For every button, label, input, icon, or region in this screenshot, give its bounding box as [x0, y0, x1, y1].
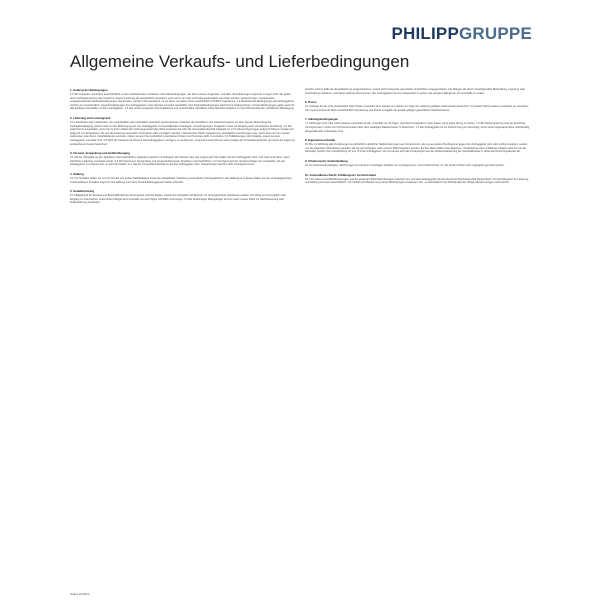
section-body: 9.1 An Kostenvoranschlägen, Zeichnungen und anderen Unterlagen behalten wir uns Eigentums- und Urheberrechte vor. Sie dürfen Dritten nicht zugänglich gemacht werden. — [305, 163, 505, 167]
section-title: 2. Lieferung und Leistungszeit — [70, 115, 111, 120]
section-title: 5. Gewährleistung — [70, 189, 95, 194]
section — [305, 117, 530, 133]
section — [305, 138, 530, 154]
section-title: 1. Geltung der Bedingungen — [70, 88, 108, 92]
section-title: 10. Anwendbares Recht, Erfüllungsort, Gerichtsstand — [305, 172, 376, 177]
logo-part-1: PHILIPP — [391, 24, 459, 43]
section-title: 4. Haftung — [70, 171, 84, 176]
section-body: sprüche sind im Falle der Ersatzlieferung ausgeschlossen, soweit nicht zwingende gesetzliche Vorschriften entgegenstehen. Für Mängel, die durch unsachgemäße Behandlung, Lagerung oder Verarbeitung entstehen, wird keine Haftung übernommen. Der Auftraggeber hat uns Gelegenheit zu geben, die gerügten Mängel an Ort und Stelle zu prüfen. — [305, 88, 526, 95]
section — [305, 88, 530, 95]
section-title: 6. Preise — [305, 100, 317, 105]
left-column — [70, 88, 295, 608]
section-body: 6.1 Auftrage für die nicht ausdrücklich feste Preise vereinbart sind, werden zu unseren am Tage der Lieferung gültigen Listenpreisen berechnet. 6.2 Soweit nichts anderes vereinbart ist, verstehen sich unsere Preise ab Werk ausschließlich Verpackung und Fracht zuzüglich der jeweils gültigen gesetzlichen Mehrwertsteuer. — [305, 105, 529, 112]
section — [305, 173, 530, 185]
section — [70, 151, 295, 167]
document-stand: Stand 10/2014 — [70, 592, 90, 596]
section-body: 5.1 Maßgebend für Zustand und Beschaffenheit der Erzeugnisse sind die Muster, welche dem Besteller auf Wunsch vor Vertragsschluss überlassen werden. Die Ware ist unverzüglich nach Eingang zu untersuchen. Erkennbare Mängel sind innerhalb von acht Tagen schriftlich anzuzeigen. 5.2 Bei berechtigten Mängelrügen sind wir nach unserer Wahl zur Nachbesserung oder Ersatzlieferung berechtigt. — [70, 194, 287, 205]
section-body: 10.1 Für diese Geschäftsbedingungen und die gesamten Rechtsbeziehungen zwischen uns und dem Auftraggeber gilt das Recht der Bundesrepublik Deutschland. 10.2 Erfüllungsort für Lieferung und Zahlung ist unser Geschäftssitz. 10.3 Sollte eine Bestimmung dieser Bedingungen unwirksam sein, so wird dadurch die Wirksamkeit der übrigen Bestimmungen nicht berührt. — [305, 177, 529, 185]
section — [70, 88, 295, 111]
section — [305, 159, 530, 168]
section-body: 1.1 Wir verkaufen und liefern ausschließlich zu den nachstehenden Verkaufs- und Lieferbedingungen, die über unseren Angeboten und allen Vereinbarungen zugrunde zu legen sind. Sie gelten durch Auftragserteilung oder Annahme unserer Lieferung als ausdrücklich anerkannt, auch wenn sie nicht nochmals ausdrücklich vereinbart werden. Abweichungen, insbesondere entgegenstehende Einkaufsbedingungen des Kunden, werden nicht anerkannt, es sei denn, wir haben ihnen ausdrücklich schriftlich zugestimmt. 1.2 Abweichende Bedingungen des Auftraggebers sind für uns unverbindlich. Gegenbestätigungen des Auftraggebers unter Hinweis auf seine Geschäfts- bzw. Einkaufsbedingungen wird hiermit widersprochen. Unsere Bedingungen gelten auch für alle künftigen Geschäfte mit dem Auftraggeber. 1.3 Alle unsere Angebote sind freibleibend und unverbindlich. Mündliche Nebenabreden bedürfen zu ihrer Wirksamkeit der schriftlichen Bestätigung. — [70, 93, 295, 111]
logo-part-2: GRUPPE — [459, 24, 532, 43]
text-columns — [70, 88, 530, 608]
section-body: 2.1 Lieferfristen oder Lieferzeiten, die unverbindlich oder verbindlich vereinbart werden können, bedürfen der Schriftform. Die Lieferfrist beginnt mit dem Tag der Absendung der Auftragsbestätigung, jedoch nicht vor der Beibringung der vom Auftraggeber zu beschaffenden Unterlagen, Genehmigungen, Freigaben sowie vor Eingang einer vereinbarten Anzahlung. 2.2 Die Lieferfrist ist eingehalten, wenn bis zu ihrem Ablauf der Liefergegenstand das Werk verlassen hat oder die Versandbereitschaft mitgeteilt ist. 2.3 Lieferverzögerungen aufgrund höherer Gewalt und aufgrund von Ereignissen, die uns die Lieferung wesentlich erschweren oder unmöglich machen, insbesondere Streik, Aussperrung, behördliche Anordnungen usw., auch wenn sie bei unseren Lieferanten oder deren Unterlieferanten eintreten, haben wir auch bei verbindlich vereinbarten Fristen und Terminen nicht zu vertreten. 2.4 Teillieferungen sind zulässig, soweit sie dem Auftraggeber zumutbar sind. 2.5 Wird der Versand auf Wunsch des Auftraggebers verzögert, so werden ihm, beginnend einen Monat nach Anzeige der Versandbereitschaft, die durch die Lagerung entstandenen Kosten berechnet. — [70, 120, 295, 146]
document-title: Allgemeine Verkaufs- und Lieferbedingungen — [70, 52, 410, 71]
right-column — [305, 88, 530, 608]
section-title: 9. Urheberrecht, Geheimhaltung — [305, 158, 348, 163]
section-body: 7.1 Zahlungen sind, falls nichts anderes vereinbart wurde, innerhalb von 30 Tagen nach Rechnungsdatum netto Kasse, ohne jeden Abzug zu leisten. 7.2 Bei Zahlungsverzug sind wir berechtigt, Verzugszinsen in Höhe von 8 Prozentpunkten über dem jeweiligen Basiszinssatz zu berechnen. 7.3 Der Auftraggeber ist zur Aufrechnung nur berechtigt, wenn seine Gegenansprüche rechtskräftig festgestellt oder unbestritten sind. — [305, 122, 530, 133]
section-body: 3.1 Mit der Übergabe an den Spediteur oder Frachtführer, spätestens jedoch mit Verlassen des Werkes oder des Lagers geht die Gefahr auf den Auftraggeber über, und zwar auch dann, wenn frachtfreie Lieferung vereinbart wurde. 3.2 Wir bestimmen Versandweg und Versandmittel sowie Spediteur und Frachtführer. 3.3 Verzögert sich der Versand infolge von Umständen, die der Auftraggeber zu vertreten hat, so geht die Gefahr vom Tag der Versandbereitschaft an auf den Auftraggeber über. Verpackungen werden nicht zurückgenommen. — [70, 156, 290, 167]
section-title: 8. Eigentumsvorbehalt — [305, 138, 335, 143]
section-body: 4.1 Für Schäden haften wir nur bei Vorsatz und grober Fahrlässigkeit sowie bei schuldhafter Verletzung wesentlicher Vertragspflichten. Die Haftung ist in diesen Fällen auf den vertragstypischen, vorhersehbaren Schaden begrenzt. Die Haftung nach dem Produkthaftungsgesetz bleibt unberührt. — [70, 176, 293, 184]
section-title: 7. Zahlungsbedingungen — [305, 117, 339, 122]
section — [70, 189, 295, 205]
section — [70, 172, 295, 184]
company-logo — [391, 24, 532, 44]
section-title: 3. Versand, Verpackung und Gefahrübergang — [70, 151, 130, 156]
section — [305, 100, 530, 112]
section — [70, 116, 295, 146]
section-body: 8.1 Bis zur Erfüllung aller Forderungen einschließlich sämtlicher Saldoforderungen aus Kontokorrent, die uns aus jedem Rechtsgrund gegen den Auftraggeber jetzt oder künftig zustehen, werden uns die folgenden Sicherheiten gewährt, die wir auf Verlangen nach unserer Wahl freigeben werden. 8.2 Die Ware bleibt unser Eigentum. Verarbeitung oder Umbildung erfolgen stets für uns als Hersteller, jedoch ohne Verpflichtung für uns. 8.3 Der Auftraggeber tritt uns bereits jetzt alle Forderungen aus der Weiterveräußerung der Vorbehaltsware in Höhe des Rechnungswertes ab. — [305, 143, 528, 154]
